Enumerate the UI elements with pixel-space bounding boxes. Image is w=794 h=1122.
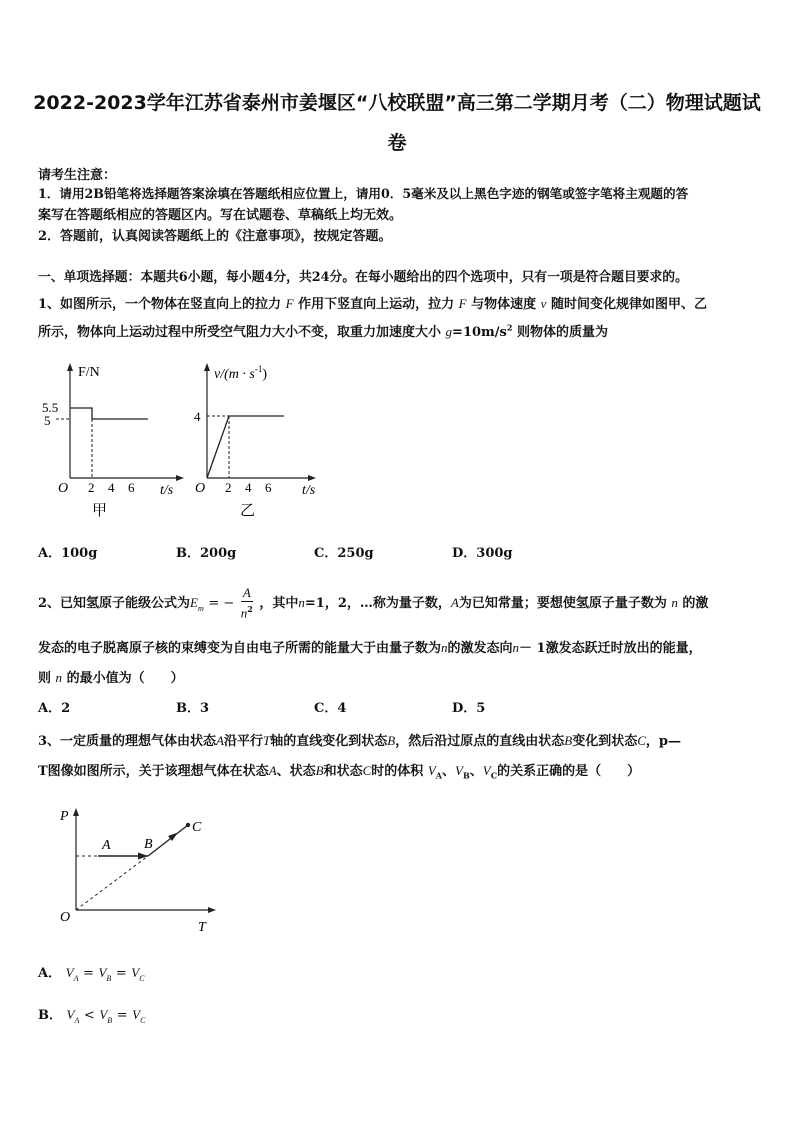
q1-option-a[interactable]: A．100g — [38, 546, 98, 561]
graph-jia-xtick-6: 6 — [128, 480, 135, 495]
graph-jia-origin: O — [58, 481, 69, 496]
notice-item1-line1: 1．请用2B铅笔将选择题答案涂填在答题纸相应位置上，请用0．5毫米及以上黑色字迹的钢笔或签字笔将主观题的答 — [38, 186, 689, 201]
graph-yi — [192, 358, 342, 528]
graph-p-t-origin: O — [60, 910, 71, 925]
q2-line1: 2、已知氢原子能级公式为$E_m$ = − $\frac{A}{n^2}$ ，其中n=1，2，…称为量子数，A为已知常量；要想使氢原子量子数为 n 的激 — [38, 585, 709, 621]
graph-p-t-xlabel: T — [198, 920, 206, 935]
q2-line2: 发态的电子脱离原子核的束缚变为自由电子所需的能量大于由量子数为n的激发态向n－ 1激发态跃迁时放出的能量， — [38, 640, 702, 656]
graph-yi-origin: O — [195, 481, 206, 496]
q3-line2: T图像如图所示，关于该理想气体在状态A、状态B和状态C时的体积 $V_A$、$V_B$、$V_C$的关系正确的是（ ） — [38, 763, 641, 781]
q2-line3: 则 n 的最小值为（ ） — [38, 670, 184, 686]
graph-jia-xtick-2: 2 — [88, 480, 95, 495]
q1-line2: 所示，物体向上运动过程中所受空气阻力大小不变，取重力加速度大小 $g=10m/s^2$ 则物体的质量为 — [38, 322, 608, 340]
q2-option-c[interactable]: C．4 — [314, 701, 347, 716]
graph-jia-ylabel: F/N — [78, 365, 100, 380]
graph-yi-xtick-2: 2 — [225, 480, 232, 495]
section-heading: 一、单项选择题：本题共6小题，每小题4分，共24分。在每小题给出的四个选项中，只有一项是符合题目要求的。 — [38, 270, 688, 285]
q2-option-d[interactable]: D．5 — [452, 701, 486, 716]
q2-option-b[interactable]: B．3 — [176, 701, 210, 716]
graph-yi-xtick-6: 6 — [265, 480, 272, 495]
graph-yi-xlabel: t/s — [302, 483, 316, 498]
graph-jia-ytick-5: 5 — [44, 413, 51, 428]
page-title-line2: 卷 — [387, 132, 407, 154]
graph-p-t-label-c: C — [192, 820, 202, 835]
graph-jia-caption: 甲 — [92, 503, 108, 519]
graph-yi-ylabel: $v/(m \cdot s^{-1})$ — [214, 364, 267, 382]
q3-option-b[interactable]: B． $V_A < V_B = V_C$ — [38, 1007, 146, 1025]
notice-item2: 2．答题前，认真阅读答题纸上的《注意事项》，按规定答题。 — [38, 229, 392, 244]
q1-option-b[interactable]: B．200g — [176, 546, 237, 561]
graph-yi-xtick-4: 4 — [245, 480, 252, 495]
graph-jia-ytick-5.5: 5.5 — [42, 400, 59, 415]
graph-p-t-ylabel: P — [60, 809, 69, 824]
q2-option-a[interactable]: A．2 — [38, 701, 71, 716]
notice-heading: 请考生注意： — [38, 168, 117, 183]
graph-p-t-label-b: B — [144, 837, 153, 852]
graph-p-t — [58, 805, 223, 940]
q1-option-c[interactable]: C．250g — [314, 546, 374, 561]
graph-jia-xlabel: t/s — [160, 483, 174, 498]
notice-item1-line2: 案写在答题纸相应的答题区内。写在试题卷、草稿纸上均无效。 — [38, 208, 403, 223]
graph-yi-caption: 乙 — [240, 503, 256, 519]
q1-option-d[interactable]: D．300g — [452, 546, 513, 561]
q3-option-a[interactable]: A． $V_A = V_B = V_C$ — [38, 965, 145, 983]
graph-yi-ytick-4: 4 — [194, 409, 201, 424]
graph-jia-xtick-4: 4 — [108, 480, 115, 495]
q3-line1: 3、一定质量的理想气体由状态A沿平行T轴的直线变化到状态B，然后沿过原点的直线由状态B变化到状态C，p— — [38, 733, 681, 749]
graph-p-t-label-a: A — [102, 838, 111, 853]
graph-jia — [38, 358, 188, 528]
q1-line1: 1、如图所示，一个物体在竖直向上的拉力 F 作用下竖直向上运动，拉力 F 与物体速度 v 随时间变化规律如图甲、乙 — [38, 296, 707, 312]
page-title-line1: 2022-2023学年江苏省泰州市姜堰区“八校联盟”高三第二学期月考（二）物理试题试 — [33, 92, 761, 114]
